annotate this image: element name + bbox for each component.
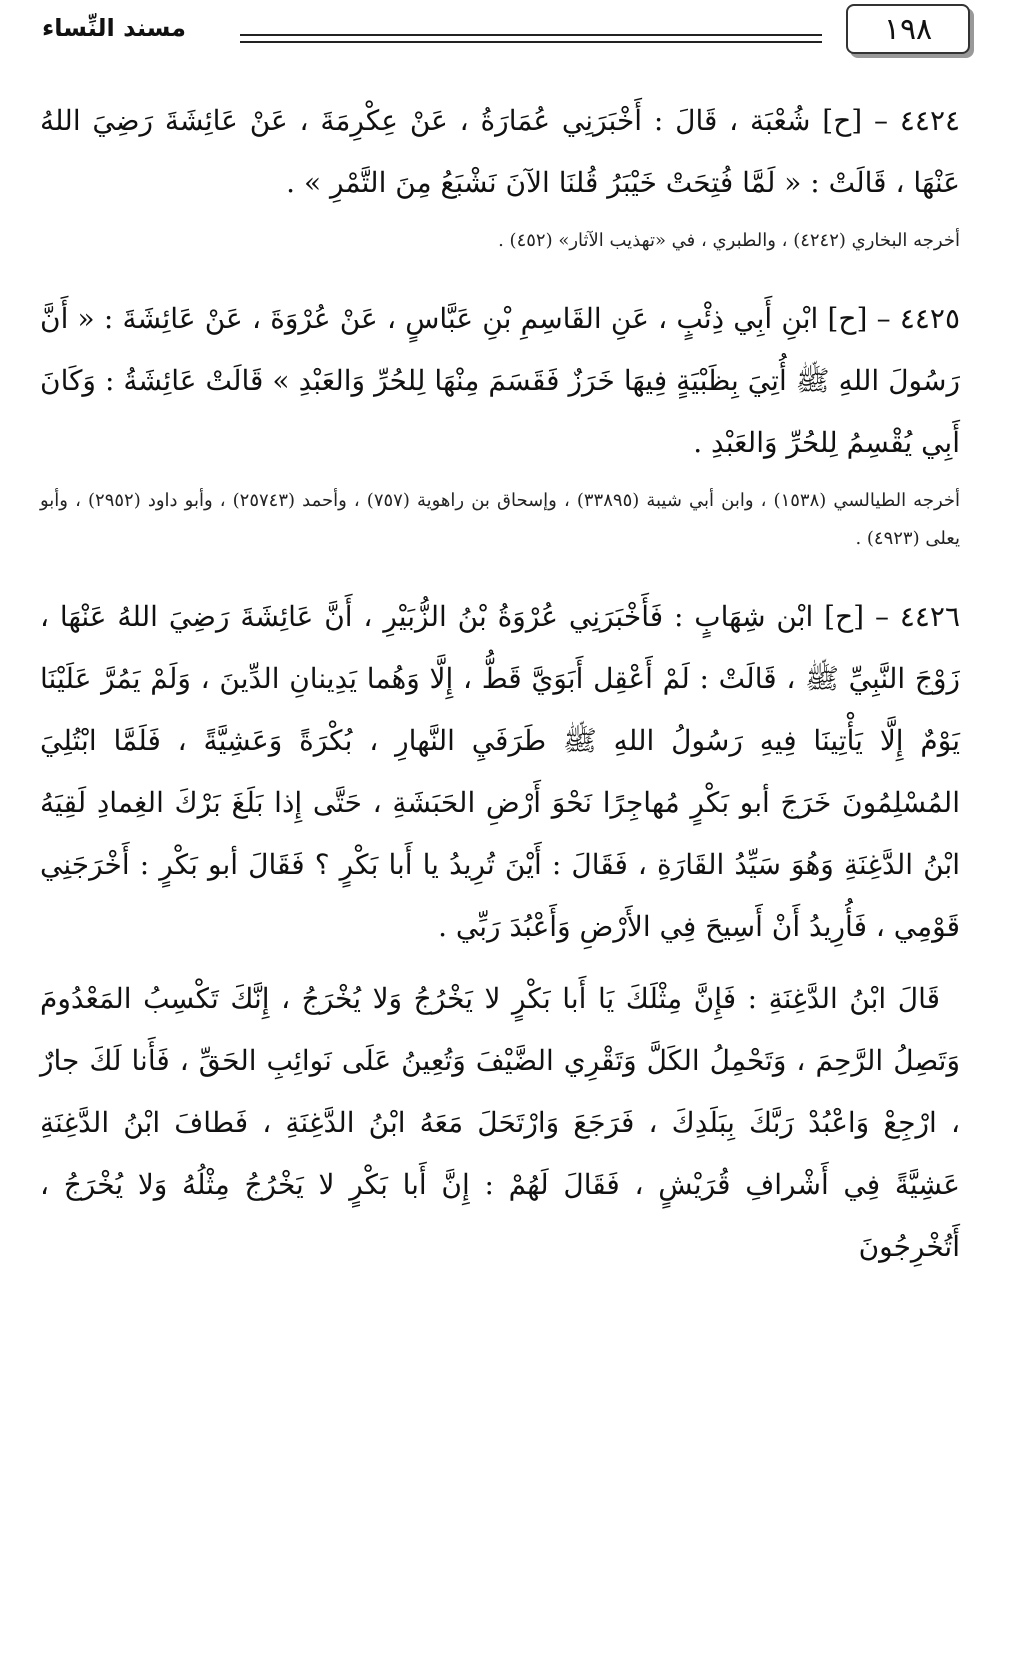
hadith-continuation: قَالَ ابْنُ الدَّغِنَةِ : فَإِنَّ مِثْلَكَ يَا أَبا بَكْرٍ لا يَخْرُجُ وَلا يُخْرَجُ ، إِنَّكَ تَكْسِبُ المَعْدُومَ وَتَصِلُ الرَّحِمَ ، وَتَحْمِلُ الكَلَّ وَتَقْرِي الضَّيْفَ وَتُعِينُ عَلَى نَوائِبِ الحَقِّ ، فَأَنا لَكَ جارٌ ، ارْجِعْ وَاعْبُدْ رَبَّكَ بِبَلَدِكَ ، فَرَجَعَ وَارْتَحَلَ مَعَهُ ابْنُ الدَّغِنَةِ ، فَطافَ ابْنُ الدَّغِنَةِ عَشِيَّةً فِي أَشْرافِ قُرَيْشٍ ، فَقَالَ لَهُمْ : إِنَّ أَبا بَكْرٍ لا يَخْرُجُ مِثْلُهُ وَلا يُخْرَجُ ، أَتُخْرِجُونَ [40,982,960,1263]
hadith-number: ٤٤٢٦ [899,600,960,633]
hadith-number: ٤٤٢٤ [899,104,961,137]
hadith-takhrij: أخرجه الطيالسي (١٥٣٨) ، وابن أبي شيبة (٣٣٨٩٥) ، وإسحاق بن راهوية (٧٥٧) ، وأحمد (٢٥٧٤٣) ، وأبو داود (٢٩٥٢) ، وأبو يعلى (٤٩٢٣) . [40,490,961,549]
hadith-text [40,586,960,958]
hadith-marker: – [ح] [824,600,889,633]
hadith-text [40,90,960,214]
hadith-takhrij: أخرجه البخاري (٤٢٤٢) ، والطبري ، في «تهذيب الآثار» (٤٥٢) . [498,230,960,251]
hadith-body: ابْن شِهَابٍ : فَأَخْبَرَنِي عُرْوَةُ بْنُ الزُّبَيْرِ ، أَنَّ عَائِشَةَ رَضِيَ اللهُ عَنْهَا ، زَوْجَ النَّبِيِّ ﷺ ، قَالَتْ : لَمْ أَعْقِل أَبَوَيَّ قَطُّ ، إِلَّا وَهُما يَدِينانِ الدِّينَ ، وَلَمْ يَمُرَّ عَلَيْنَا يَوْمٌ إِلَّا يَأْتِينَا فِيهِ رَسُولُ اللهِ ﷺ طَرَفَيِ النَّهارِ ، بُكْرَةً وَعَشِيَّةً ، فَلَمَّا ابْتُلِيَ المُسْلِمُونَ خَرَجَ أبو بَكْرٍ مُهاجِرًا نَحْوَ أَرْضِ الحَبَشَةِ ، حَتَّى إِذا بَلَغَ بَرْكَ الغِمادِ لَقِيَهُ ابْنُ الدَّغِنَةِ وَهُوَ سَيِّدُ القَارَةِ ، فَقَالَ : أَيْنَ تُرِيدُ يا أَبا بَكْرٍ ؟ فَقَالَ أبو بَكْرٍ : أَخْرَجَنِي قَوْمِي ، فَأُرِيدُ أَنْ أَسِيحَ فِي الأَرْضِ وَأَعْبُدَ رَبِّي . [40,600,960,943]
hadith-number: ٤٤٢٥ [899,302,960,335]
hadith-block [40,90,960,260]
hadith-marker: – [ح] [822,104,889,137]
page-number: ١٩٨ [846,4,970,54]
hadith-block [40,586,960,1278]
page-header [40,0,970,70]
running-title: مسند النِّساء [42,14,187,42]
hadith-block [40,288,960,558]
hadith-text [40,288,960,474]
hadith-marker: – [ح] [827,302,891,335]
page-content [40,90,960,1306]
header-rule [240,34,822,43]
hadith-body: ابْنِ أَبِي ذِئْبٍ ، عَنِ القَاسِمِ بْنِ عَبَّاسٍ ، عَنْ عُرْوَةَ ، عَنْ عَائِشَةَ : « أَنَّ رَسُولَ اللهِ ﷺ أُتِيَ بِظَبْيَةٍ فِيهَا خَرَزٌ فَقَسَمَ مِنْهَا لِلحُرِّ وَالعَبْدِ » قَالَتْ عَائِشَةُ : وَكَانَ أَبِي يُقْسِمُ لِلحُرِّ وَالعَبْدِ . [40,302,960,459]
hadith-body: شُعْبَة ، قَالَ : أَخْبَرَنِي عُمَارَةُ ، عَنْ عِكْرِمَةَ ، عَنْ عَائِشَةَ رَضِيَ اللهُ عَنْهَا ، قَالَتْ : « لَمَّا فُتِحَتْ خَيْبَرُ قُلنَا الآنَ نَشْبَعُ مِنَ التَّمْرِ » . [40,104,960,199]
